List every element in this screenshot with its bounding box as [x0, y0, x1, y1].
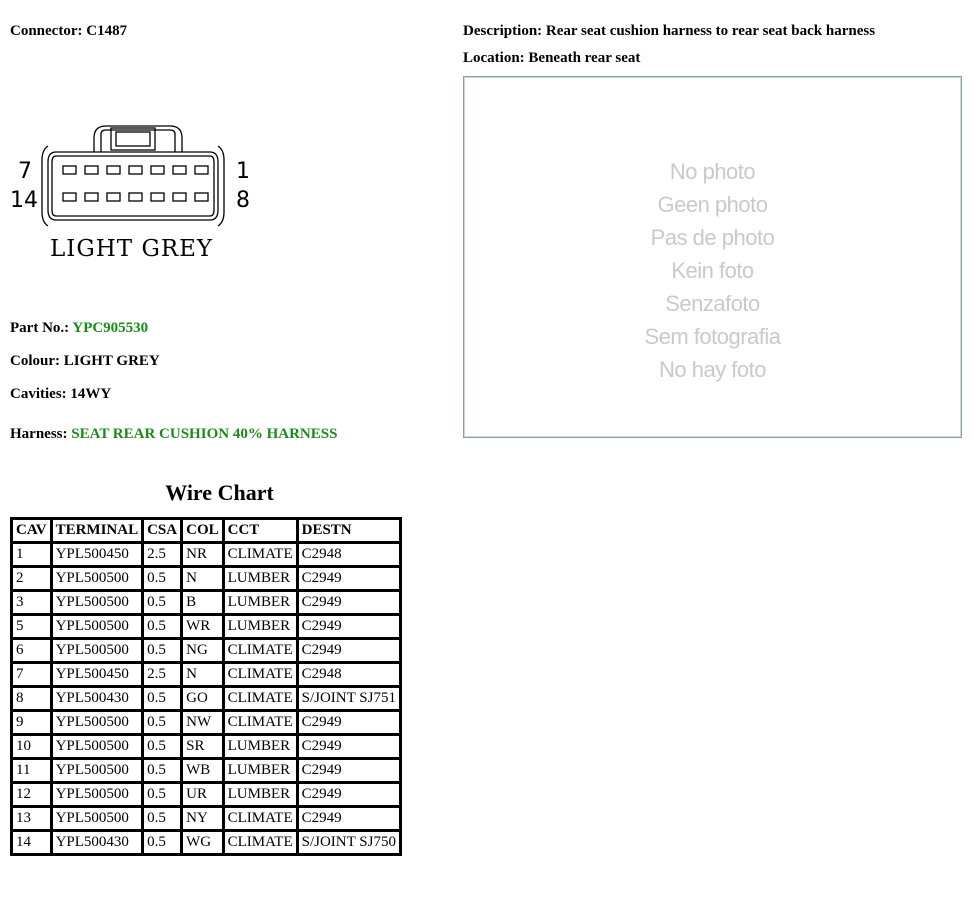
csa-cell: 0.5	[143, 735, 182, 759]
harness-link[interactable]: SEAT REAR CUSHION 40% HARNESS	[71, 426, 338, 442]
col-cell: UR	[182, 783, 224, 807]
part-no-label: Part No.:	[10, 320, 70, 336]
table-row	[12, 735, 401, 759]
terminal-cell: YPL500500	[51, 711, 143, 735]
description-label: Description:	[463, 23, 543, 39]
cav-cell: 14	[12, 831, 52, 855]
column-header: CCT	[223, 519, 297, 543]
terminal-cell: YPL500500	[51, 735, 143, 759]
cct-cell: LUMBER	[223, 783, 297, 807]
location-label: Location:	[463, 50, 525, 66]
col-cell: NG	[182, 639, 224, 663]
col-cell: NY	[182, 807, 224, 831]
destn-cell: C2948	[297, 543, 400, 567]
description-row	[463, 23, 875, 40]
cav-cell: 2	[12, 567, 52, 591]
no-photo-line: No photo	[669, 159, 756, 184]
table-row	[12, 807, 401, 831]
csa-cell: 0.5	[143, 711, 182, 735]
col-cell: N	[182, 663, 224, 687]
connector-diagram	[8, 120, 258, 265]
no-photo-line: No hay foto	[658, 357, 766, 382]
diagram-colour-text: LIGHT GREY	[50, 236, 214, 262]
table-row	[12, 687, 401, 711]
cct-cell: CLIMATE	[223, 687, 297, 711]
table-row	[12, 639, 401, 663]
table-row	[12, 831, 401, 855]
cavities-row	[10, 386, 111, 403]
cav-cell: 6	[12, 639, 52, 663]
part-no-row	[10, 320, 148, 337]
col-cell: NR	[182, 543, 224, 567]
col-cell: NW	[182, 711, 224, 735]
csa-cell: 0.5	[143, 759, 182, 783]
destn-cell: C2949	[297, 735, 400, 759]
no-photo-line: Kein foto	[671, 258, 754, 283]
destn-cell: C2949	[297, 615, 400, 639]
csa-cell: 0.5	[143, 591, 182, 615]
cav-cell: 1	[12, 543, 52, 567]
col-cell: GO	[182, 687, 224, 711]
harness-row	[10, 426, 337, 443]
terminal-cell: YPL500500	[51, 567, 143, 591]
cavity-number-14: 14	[10, 188, 38, 213]
cavities-value: 14WY	[70, 386, 112, 402]
no-photo-text	[464, 155, 961, 386]
column-header: COL	[182, 519, 224, 543]
cav-cell: 11	[12, 759, 52, 783]
col-cell: WG	[182, 831, 224, 855]
destn-cell: C2949	[297, 567, 400, 591]
table-row	[12, 567, 401, 591]
cct-cell: CLIMATE	[223, 711, 297, 735]
csa-cell: 0.5	[143, 807, 182, 831]
column-header: DESTN	[297, 519, 400, 543]
table-header-row	[12, 519, 401, 543]
cav-cell: 5	[12, 615, 52, 639]
table-row	[12, 759, 401, 783]
col-cell: SR	[182, 735, 224, 759]
destn-cell: C2949	[297, 591, 400, 615]
csa-cell: 0.5	[143, 783, 182, 807]
no-photo-line: Geen photo	[657, 192, 768, 217]
cct-cell: LUMBER	[223, 591, 297, 615]
cct-cell: CLIMATE	[223, 639, 297, 663]
destn-cell: C2949	[297, 711, 400, 735]
no-photo-line: Pas de photo	[650, 225, 775, 250]
terminal-cell: YPL500430	[51, 687, 143, 711]
location-row	[463, 50, 640, 67]
part-no-link[interactable]: YPC905530	[72, 320, 149, 336]
wire-chart-title: Wire Chart	[165, 480, 274, 505]
connector-value: C1487	[86, 23, 128, 39]
cavities-label: Cavities:	[10, 386, 67, 402]
destn-cell: C2949	[297, 783, 400, 807]
cav-cell: 3	[12, 591, 52, 615]
column-header: CAV	[12, 519, 52, 543]
col-cell: WR	[182, 615, 224, 639]
no-photo-line: Sem fotografia	[644, 324, 781, 349]
no-photo-line: Senzafoto	[665, 291, 760, 316]
destn-cell: C2949	[297, 759, 400, 783]
csa-cell: 2.5	[143, 543, 182, 567]
destn-cell: S/JOINT SJ751	[297, 687, 400, 711]
table-row	[12, 663, 401, 687]
terminal-cell: YPL500430	[51, 831, 143, 855]
destn-cell: C2949	[297, 639, 400, 663]
col-cell: WB	[182, 759, 224, 783]
terminal-cell: YPL500450	[51, 663, 143, 687]
cct-cell: CLIMATE	[223, 663, 297, 687]
colour-value: LIGHT GREY	[63, 353, 160, 369]
cct-cell: CLIMATE	[223, 543, 297, 567]
table-row	[12, 591, 401, 615]
csa-cell: 0.5	[143, 615, 182, 639]
cav-cell: 7	[12, 663, 52, 687]
wire-chart-body	[12, 543, 401, 855]
cavity-number-7: 7	[18, 159, 32, 184]
table-row	[12, 711, 401, 735]
cav-cell: 9	[12, 711, 52, 735]
cav-cell: 12	[12, 783, 52, 807]
description-value: Rear seat cushion harness to rear seat back harness	[545, 23, 876, 39]
wire-chart-table	[10, 517, 402, 856]
csa-cell: 2.5	[143, 663, 182, 687]
cct-cell: LUMBER	[223, 615, 297, 639]
terminal-cell: YPL500500	[51, 759, 143, 783]
cct-cell: CLIMATE	[223, 807, 297, 831]
terminal-cell: YPL500450	[51, 543, 143, 567]
terminal-cell: YPL500500	[51, 783, 143, 807]
cav-cell: 8	[12, 687, 52, 711]
cct-cell: CLIMATE	[223, 831, 297, 855]
colour-row	[10, 353, 160, 370]
csa-cell: 0.5	[143, 567, 182, 591]
col-cell: B	[182, 591, 224, 615]
location-value: Beneath rear seat	[528, 50, 641, 66]
harness-label: Harness:	[10, 426, 68, 442]
destn-cell: C2949	[297, 807, 400, 831]
cct-cell: LUMBER	[223, 759, 297, 783]
destn-cell: C2948	[297, 663, 400, 687]
col-cell: N	[182, 567, 224, 591]
table-row	[12, 543, 401, 567]
terminal-cell: YPL500500	[51, 615, 143, 639]
csa-cell: 0.5	[143, 639, 182, 663]
cav-cell: 10	[12, 735, 52, 759]
colour-label: Colour:	[10, 353, 60, 369]
connector-label: Connector:	[10, 23, 83, 39]
csa-cell: 0.5	[143, 687, 182, 711]
cct-cell: LUMBER	[223, 735, 297, 759]
connector-label-row	[10, 23, 127, 40]
table-row	[12, 615, 401, 639]
cct-cell: LUMBER	[223, 567, 297, 591]
cavity-number-1: 1	[236, 159, 250, 184]
column-header: CSA	[143, 519, 182, 543]
photo-placeholder	[463, 76, 962, 438]
terminal-cell: YPL500500	[51, 639, 143, 663]
csa-cell: 0.5	[143, 831, 182, 855]
terminal-cell: YPL500500	[51, 807, 143, 831]
terminal-cell: YPL500500	[51, 591, 143, 615]
column-header: TERMINAL	[51, 519, 143, 543]
cav-cell: 13	[12, 807, 52, 831]
destn-cell: S/JOINT SJ750	[297, 831, 400, 855]
table-row	[12, 783, 401, 807]
cavity-number-8: 8	[236, 188, 250, 213]
